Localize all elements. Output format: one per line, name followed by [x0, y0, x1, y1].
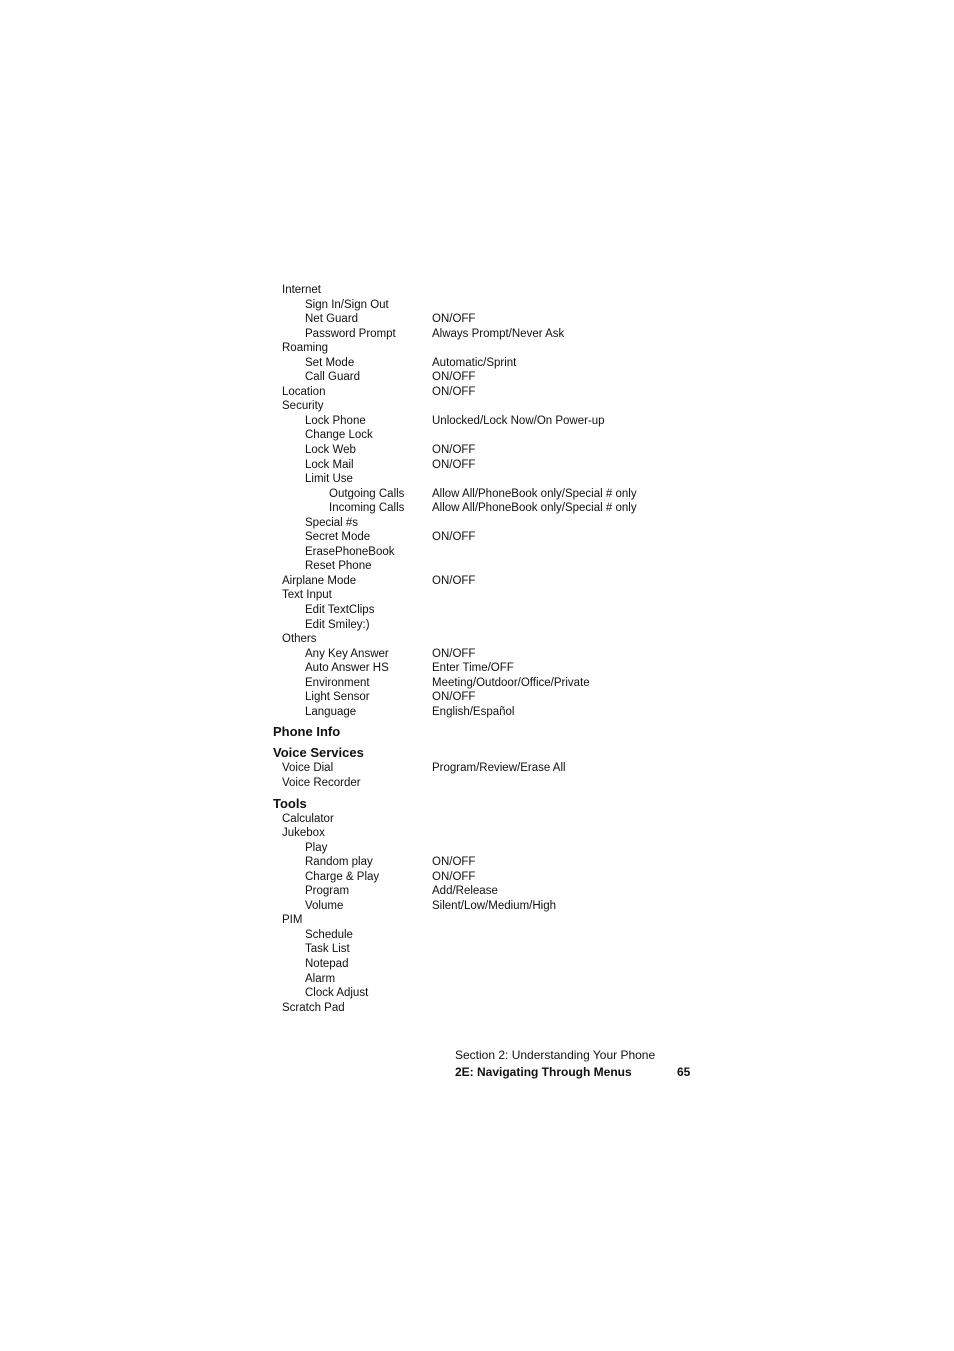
menu-item-options: ON/OFF	[432, 458, 476, 471]
menu-item-label: Roaming	[282, 342, 329, 355]
menu-item-label: Password Prompt	[305, 327, 396, 340]
menu-item-label: Edit TextClips	[305, 604, 375, 617]
footer-section: Section 2: Understanding Your Phone	[455, 1048, 656, 1062]
menu-item-label: Lock Web	[305, 444, 356, 457]
menu-item-label: Lock Phone	[305, 414, 366, 427]
menu-item	[273, 574, 693, 589]
menu-item-label: PIM	[282, 914, 303, 927]
menu-item-options: Enter Time/OFF	[432, 662, 514, 675]
menu-item-label: Any Key Answer	[305, 647, 389, 660]
menu-item-label: Edit Smiley:)	[305, 618, 370, 631]
menu-item-options: Add/Release	[432, 885, 498, 898]
menu-item-label: Change Lock	[305, 429, 373, 442]
menu-item-options: ON/OFF	[432, 371, 476, 384]
menu-item	[273, 913, 693, 928]
menu-item	[273, 327, 693, 342]
menu-item	[273, 356, 693, 371]
menu-item-label: Secret Mode	[305, 531, 371, 544]
page-footer	[455, 1047, 695, 1081]
menu-item	[273, 559, 693, 574]
menu-item	[273, 870, 693, 885]
menu-item-label: Call Guard	[305, 371, 360, 384]
section-heading: Phone Info	[273, 724, 341, 740]
menu-item	[273, 283, 693, 298]
menu-item-options: ON/OFF	[432, 574, 476, 587]
menu-item	[273, 855, 693, 870]
menu-item-label: Schedule	[305, 928, 353, 941]
menu-item-options: ON/OFF	[432, 385, 476, 398]
menu-item-options: ON/OFF	[432, 444, 476, 457]
menu-item-options: Allow All/PhoneBook only/Special # only	[432, 502, 637, 515]
menu-item-options: ON/OFF	[432, 313, 476, 326]
menu-item	[273, 899, 693, 914]
menu-item-label: Program	[305, 885, 350, 898]
menu-item	[273, 826, 693, 841]
menu-list	[273, 283, 693, 1015]
menu-item-label: Task List	[305, 943, 350, 956]
menu-item	[273, 647, 693, 662]
menu-item	[273, 458, 693, 473]
menu-item	[273, 399, 693, 414]
menu-item	[273, 761, 693, 776]
footer-chapter: 2E: Navigating Through Menus	[455, 1065, 632, 1079]
menu-item	[273, 516, 693, 531]
menu-item	[273, 812, 693, 827]
menu-item	[273, 501, 693, 516]
menu-item-label: Voice Dial	[282, 762, 334, 775]
section-heading: Voice Services	[273, 745, 364, 761]
menu-item-label: Others	[282, 633, 317, 646]
menu-item-options: Unlocked/Lock Now/On Power-up	[432, 414, 605, 427]
menu-item-label: Charge & Play	[305, 870, 380, 883]
menu-item-label: Clock Adjust	[305, 987, 369, 1000]
menu-item	[273, 530, 693, 545]
menu-item-label: Scratch Pad	[282, 1001, 345, 1014]
menu-item-label: Light Sensor	[305, 691, 370, 704]
menu-item	[273, 298, 693, 313]
menu-item-options: Silent/Low/Medium/High	[432, 899, 557, 912]
menu-item-label: Sign In/Sign Out	[305, 298, 389, 311]
menu-item	[273, 618, 693, 633]
menu-item	[273, 942, 693, 957]
menu-item-label: Incoming Calls	[329, 502, 405, 515]
menu-item-options: Program/Review/Erase All	[432, 762, 566, 775]
menu-item-label: Notepad	[305, 957, 349, 970]
menu-item-label: Outgoing Calls	[329, 487, 405, 500]
menu-item-options: English/Español	[432, 705, 515, 718]
menu-item-label: Lock Mail	[305, 458, 354, 471]
menu-item	[273, 690, 693, 705]
menu-item	[273, 632, 693, 647]
menu-item-options: ON/OFF	[432, 870, 476, 883]
menu-item	[273, 588, 693, 603]
footer-chapter-line	[455, 1064, 695, 1081]
menu-item-options: Meeting/Outdoor/Office/Private	[432, 676, 590, 689]
menu-item-label: Voice Recorder	[282, 776, 361, 789]
menu-item-label: Alarm	[305, 972, 336, 985]
menu-item	[273, 841, 693, 856]
menu-item-label: Play	[305, 841, 328, 854]
menu-item-label: Security	[282, 400, 324, 413]
menu-item-label: Environment	[305, 676, 370, 689]
menu-item	[273, 414, 693, 429]
menu-item	[273, 472, 693, 487]
menu-item-label: Jukebox	[282, 827, 325, 840]
menu-item-label: Internet	[282, 284, 321, 296]
menu-item-label: Airplane Mode	[282, 574, 357, 587]
menu-item-options: ON/OFF	[432, 856, 476, 869]
menu-item	[273, 603, 693, 618]
menu-item-label: Location	[282, 385, 326, 398]
menu-item	[273, 1001, 693, 1016]
menu-item-label: Random play	[305, 856, 373, 869]
menu-item-label: Calculator	[282, 812, 334, 825]
menu-item-label: Limit Use	[305, 473, 353, 486]
menu-item-label: Reset Phone	[305, 560, 372, 573]
menu-item	[273, 428, 693, 443]
menu-item	[273, 972, 693, 987]
menu-item	[273, 545, 693, 560]
menu-item-options: ON/OFF	[432, 531, 476, 544]
menu-item-label: Auto Answer HS	[305, 662, 389, 675]
menu-item-label: Language	[305, 705, 357, 718]
menu-item	[273, 705, 693, 720]
menu-item	[273, 385, 693, 400]
menu-item-options: Automatic/Sprint	[432, 356, 517, 369]
menu-item-label: Set Mode	[305, 356, 355, 369]
menu-item	[273, 487, 693, 502]
menu-item-label: Net Guard	[305, 313, 359, 326]
menu-item-options: ON/OFF	[432, 647, 476, 660]
menu-item	[273, 370, 693, 385]
menu-item	[273, 928, 693, 943]
menu-item-label: ErasePhoneBook	[305, 545, 395, 558]
menu-item	[273, 986, 693, 1001]
menu-item	[273, 341, 693, 356]
section-heading: Tools	[273, 795, 307, 811]
menu-item-label: Text Input	[282, 589, 332, 602]
menu-item-label: Special #s	[305, 516, 359, 529]
menu-item	[273, 776, 693, 791]
menu-item	[273, 676, 693, 691]
menu-item	[273, 443, 693, 458]
menu-item-options: Always Prompt/Never Ask	[432, 327, 565, 340]
menu-item	[273, 884, 693, 899]
menu-item	[273, 312, 693, 327]
menu-item	[273, 661, 693, 676]
menu-item-label: Volume	[305, 899, 344, 912]
menu-item-options: Allow All/PhoneBook only/Special # only	[432, 487, 637, 500]
menu-item	[273, 957, 693, 972]
page-number: 65	[677, 1065, 691, 1079]
menu-item-options: ON/OFF	[432, 691, 476, 704]
